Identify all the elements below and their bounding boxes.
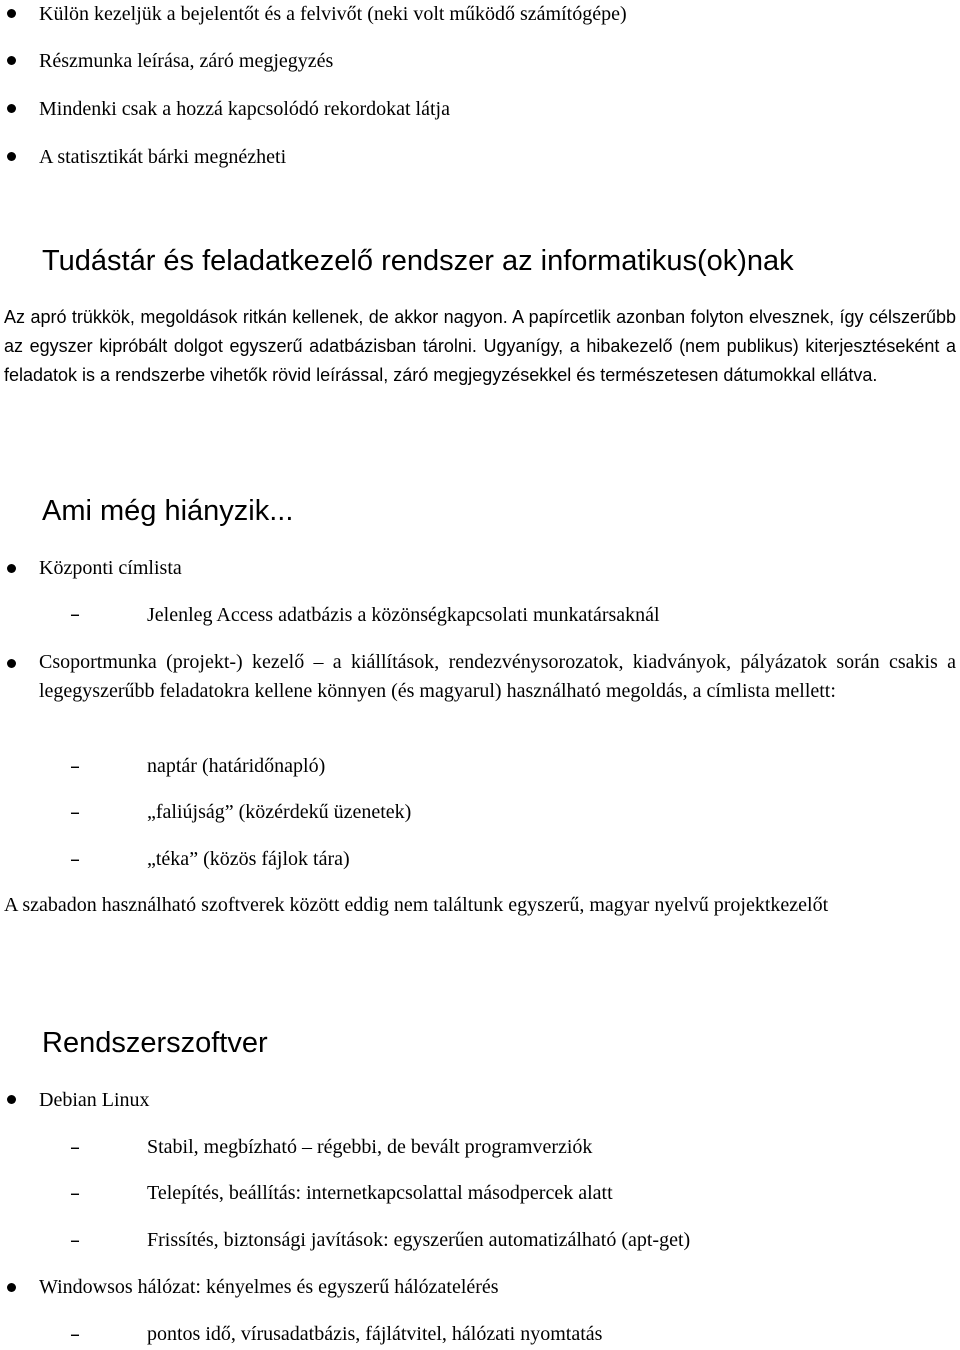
dash-icon: – <box>70 754 80 778</box>
sub-list-item: Telepítés, beállítás: internetkapcsolattal másodpercek alatt <box>147 1182 613 1204</box>
dash-icon: – <box>70 1228 80 1252</box>
dash-icon: – <box>70 1135 80 1159</box>
dash-icon: – <box>70 602 80 626</box>
section-note: A szabadon használható szoftverek között eddig nem találtunk egyszerű, magyar nyelvű projektkezelőt <box>4 894 829 916</box>
list-item: Központi címlista <box>39 557 182 579</box>
section-heading: Tudástár és feladatkezelő rendszer az informatikus(ok)nak <box>42 245 794 277</box>
bullet-icon <box>7 56 16 65</box>
sub-list-item: Stabil, megbízható – régebbi, de bevált programverziók <box>147 1136 593 1158</box>
dash-icon: – <box>70 800 80 824</box>
dash-icon: – <box>70 1181 80 1205</box>
sub-list-item: Frissítés, biztonsági javítások: egyszerűen automatizálható (apt-get) <box>147 1229 691 1251</box>
bullet-icon <box>7 104 16 113</box>
list-item: A statisztikát bárki megnézheti <box>39 146 287 168</box>
sub-list-item: „téka” (közös fájlok tára) <box>147 848 350 870</box>
list-item: Windowsos hálózat: kényelmes és egyszerű hálózatelérés <box>39 1276 499 1298</box>
sub-list-item: naptár (határidőnapló) <box>147 755 326 777</box>
list-item: Részmunka leírása, záró megjegyzés <box>39 50 334 72</box>
list-item: Külön kezeljük a bejelentőt és a felvivőt (neki volt működő számítógépe) <box>39 3 627 25</box>
section-heading: Ami még hiányzik... <box>42 495 294 527</box>
sub-list-item: „faliújság” (közérdekű üzenetek) <box>147 801 412 823</box>
sub-list-item: Jelenleg Access adatbázis a közönségkapcsolati munkatársaknál <box>147 604 660 626</box>
list-item: Debian Linux <box>39 1089 150 1111</box>
bullet-icon <box>7 564 16 573</box>
bullet-icon <box>7 1095 16 1104</box>
bullet-icon <box>7 152 16 161</box>
list-item: Csoportmunka (projekt-) kezelő – a kiállítások, rendezvénysorozatok, kiadványok, pályázatok során csakis a legegyszerűbb feladatokra kellene könnyen (és magyarul) használható megoldás, a címlista mellett: <box>39 651 956 702</box>
section-heading: Rendszerszoftver <box>42 1027 268 1059</box>
bullet-icon <box>7 9 16 18</box>
sub-list-item: pontos idő, vírusadatbázis, fájlátvitel, hálózati nyomtatás <box>147 1323 603 1345</box>
list-item: Mindenki csak a hozzá kapcsolódó rekordokat látja <box>39 98 450 120</box>
dash-icon: – <box>70 1322 80 1346</box>
bullet-icon <box>7 659 16 668</box>
dash-icon: – <box>70 847 80 871</box>
section-paragraph: Az apró trükkök, megoldások ritkán kellenek, de akkor nagyon. A papírcetlik azonban folyton elvesznek, így célszerűbb az egyszer kipróbált dolgot egyszerű adatbázisban tárolni. Ugyanígy, a hibakezelő (nem publikus) kiterjesztéseként a feladatok is a rendszerbe vihetők rövid leírással, záró megjegyzésekkel és természetesen dátumokkal ellátva. <box>4 307 956 385</box>
bullet-icon <box>7 1283 16 1292</box>
